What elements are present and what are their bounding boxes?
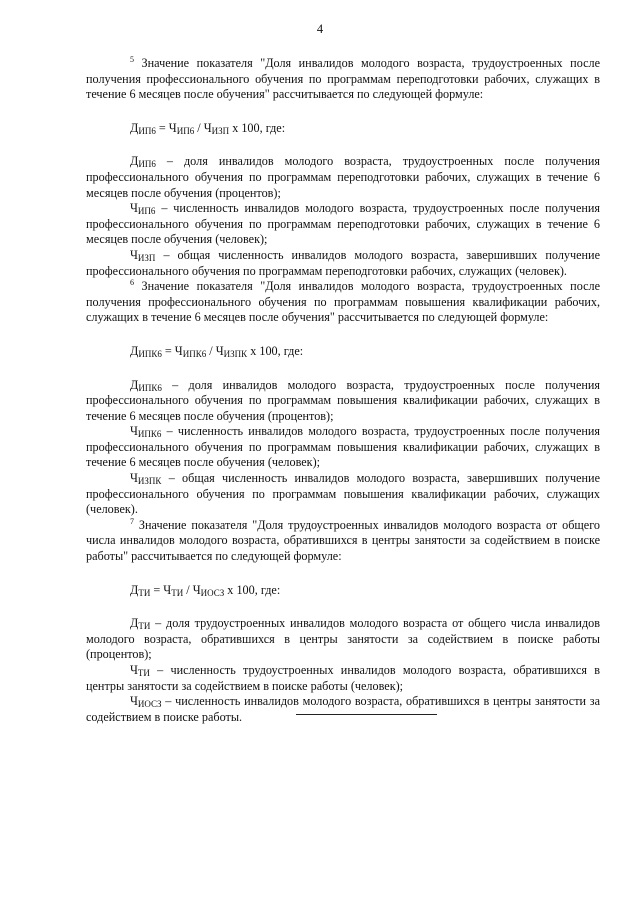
document-body xyxy=(86,56,600,725)
footnote-6-formula: $Д_{ИПК6} = Ч_{ИПК6} / Ч_{ИЗПК}$ х 100, где: xyxy=(130,343,304,359)
footnote-6-intro xyxy=(86,279,600,326)
footnote-7-intro xyxy=(86,518,600,565)
footnote-5-intro xyxy=(86,56,600,103)
footnote-6-definition-1: $Д_{ИПК6}$ – доля инвалидов молодого возраста, трудоустроенных после получения профессионального обучения по программам повышения квалификации рабочих, служащих в течение 6 месяцев после обучения (процентов); xyxy=(86,377,600,423)
footnote-7-definition-2: $Ч_{ТИ}$ – численность трудоустроенных инвалидов молодого возраста, обратившихся в центры занятости за содействием в поиске работы (человек); xyxy=(86,663,600,693)
footnote-5-intro-text: Значение показателя "Доля инвалидов молодого возраста, трудоустроенных после получения профессионального обучения по программам переподготовки рабочих, служащих в течение 6 месяцев после обучения" рассчитывается по следующей формуле: xyxy=(86,56,600,102)
footnote-5-definition-2: $Ч_{ИП6}$ – численность инвалидов молодого возраста, трудоустроенных после получения профессионального обучения по программам переподготовки рабочих, служащих в течение 6 месяцев после обучения (человек); xyxy=(86,201,600,247)
footnote-5-formula: $Д_{ИП6} = Ч_{ИП6} / Ч_{ИЗП}$ х 100, где: xyxy=(130,120,286,136)
footnote-5-definition-3: $Ч_{ИЗП}$ – общая численность инвалидов молодого возраста, завершивших получение профессионального обучения по программам переподготовки рабочих, служащих (человек). xyxy=(86,247,600,278)
footnote-6-definition-3: $Ч_{ИЗПК}$ – общая численность инвалидов молодого возраста, завершивших получение профессионального обучения по программам повышения квалификации рабочих, служащих (человек). xyxy=(86,471,600,517)
end-separator-line xyxy=(296,714,437,715)
footnote-7-definition-1: $Д_{ТИ}$ – доля трудоустроенных инвалидов молодого возраста от общего числа инвалидов молодого возраста, обратившихся в центры занятости за содействием в поиске работы (процентов); xyxy=(86,616,600,662)
footnote-7-definition-3: $Ч_{ИОСЗ}$ – численность инвалидов молодого возраста, обратившихся в центры занятости за содействием в поиске работы. xyxy=(86,694,600,724)
footnote-7-marker: 7 xyxy=(130,516,134,526)
footnote-5-marker: 5 xyxy=(130,55,134,64)
footnote-6-marker: 6 xyxy=(130,278,134,288)
footnote-7-formula: $Д_{ТИ} = Ч_{ТИ} / Ч_{ИОСЗ}$ х 100, где: xyxy=(130,582,281,598)
footnote-6-intro-text: Значение показателя "Доля инвалидов молодого возраста, трудоустроенных после получения профессионального обучения по программам повышения квалификации рабочих, служащих в течение 6 месяцев после обучения" рассчитывается по следующей формуле: xyxy=(86,279,600,325)
footnote-6-definition-2: $Ч_{ИПК6}$ – численность инвалидов молодого возраста, трудоустроенных после получения профессионального обучения по программам повышения квалификации рабочих, служащих в течение 6 месяцев после обучения (человек); xyxy=(86,424,600,470)
footnote-7-intro-text: Значение показателя "Доля трудоустроенных инвалидов молодого возраста от общего числа инвалидов молодого возраста, обратившихся в центры занятости за содействием в поиске работы" рассчитывается по следующей формуле: xyxy=(86,517,601,564)
footnote-5-definition-1: $Д_{ИП6}$ – доля инвалидов молодого возраста, трудоустроенных после получения профессионального обучения по программам переподготовки рабочих, служащих в течение 6 месяцев после обучения (процентов); xyxy=(86,154,600,200)
page-number: 4 xyxy=(316,22,324,36)
